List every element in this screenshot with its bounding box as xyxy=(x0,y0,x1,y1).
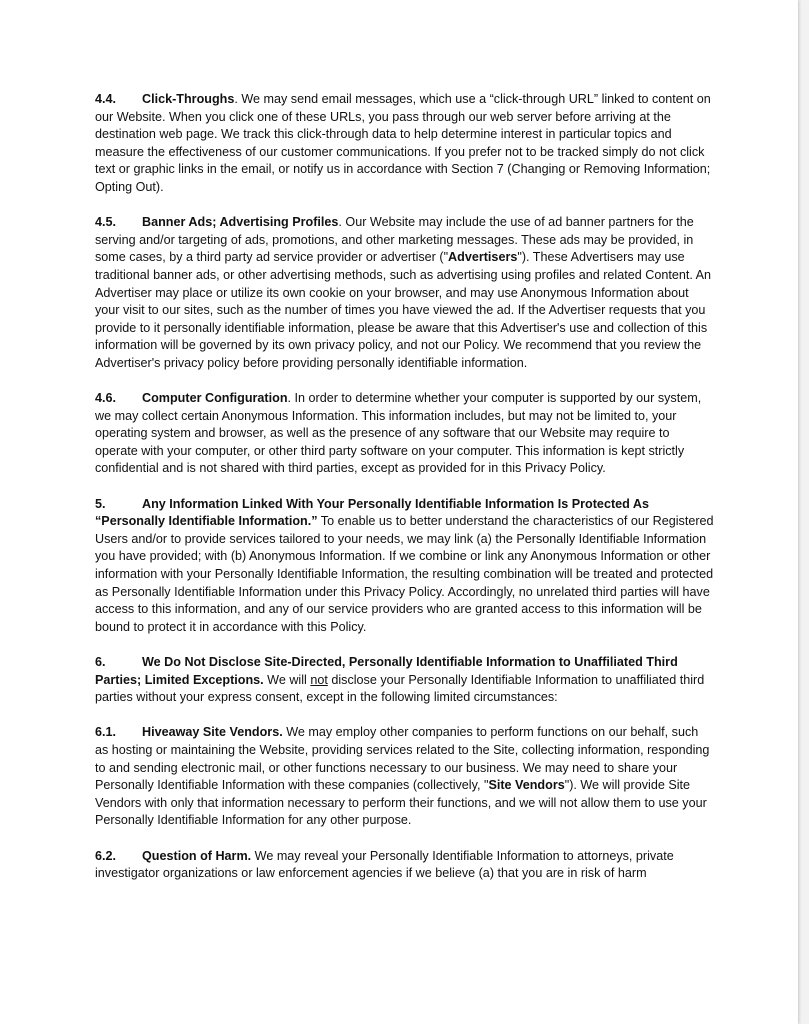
section-number: 6.1. xyxy=(95,725,117,740)
section-number: 6.2. xyxy=(95,848,117,863)
section-6 xyxy=(95,654,715,707)
section-4-4 xyxy=(95,91,715,197)
section-number: 6. xyxy=(95,655,106,669)
section-number: 4.4. xyxy=(95,92,117,106)
section-text: To enable us to better understand the characteristics of our Registered Users and/or to provide services tailored to your needs, we may link (a) the Personally Identifiable Information you have provided; with (b) Anonymous Information. If we combine or link any Anonymous Information or other information with your Personally Identifiable Information, the resulting combination will be treated and protected as Personally Identifiable Information under this Privacy Policy. Accordingly, no unrelated third parties will have access to this information, and any of our service providers who are granted access to this information will be bound to protect it in accordance with this Policy. xyxy=(95,514,714,634)
section-text: . We may send email messages, which use a “click-through URL” linked to content on our Website. When you click one of these URLs, you pass through our web server before arriving at the destination web page. We track this click-through data to help determine interest in particular topics and measure the effectiveness of our customer communications. If you prefer not to be tracked simply do not click text or graphic links in the email, or notify us in accordance with Section 7 (Changing or Removing Information; Opting Out). xyxy=(95,92,711,194)
section-text: We will xyxy=(263,672,311,687)
underlined-not: not xyxy=(310,672,328,687)
section-text-continued: "). We will provide Site Vendors with only that information necessary to perform their functions, and we will not allow them to use your Personally Identifiable Information for any other purpose. xyxy=(95,778,707,828)
section-heading: Computer Configuration xyxy=(142,391,288,406)
document-body xyxy=(95,91,715,900)
section-text: We may employ other companies to perform functions on our behalf, such as hosting or maintaining the Website, providing services related to the Site, collecting information, responding to and sending electronic mail, or other functions necessary to our business. We may need to share your Personally Identifiable Information with these companies (collectively, " xyxy=(95,725,710,793)
section-heading: Banner Ads; Advertising Profiles xyxy=(142,215,339,230)
section-number: 5. xyxy=(95,496,106,511)
section-6-2 xyxy=(95,848,715,883)
section-4-6 xyxy=(95,390,715,478)
section-heading: We Do Not Disclose Site-Directed, Personally Identifiable Information to Unaffiliated Third Parties; Limited Exceptions. xyxy=(95,655,678,687)
section-text-continued: "). These Advertisers may use traditional banner ads, or other advertising methods, such as advertising using profiles and related Content. An Advertiser may place or utilize its own cookie on your browser, and may use Anonymous Information about your visit to our sites, such as the number of times you have viewed the ad. If the Advertiser requests that you provide to it personally identifiable information, please be aware that this Advertiser's use and collection of this information will be governed by its own privacy policy, and not our Policy. We recommend that you review the Advertiser's privacy policy before providing personally identifiable information. xyxy=(95,250,712,370)
section-heading: Question of Harm. xyxy=(142,848,252,863)
section-heading: Hiveaway Site Vendors. xyxy=(142,725,283,740)
section-5 xyxy=(95,496,715,637)
section-heading: Any Information Linked With Your Personally Identifiable Information Is Protected As “Personally Identifiable Information.” xyxy=(95,496,649,529)
section-text: We may reveal your Personally Identifiable Information to attorneys, private investigator organizations or law enforcement agencies if we believe (a) that you are in risk of harm xyxy=(95,848,674,881)
defined-term-advertisers: Advertisers xyxy=(448,250,518,265)
section-4-5 xyxy=(95,214,715,372)
section-text: . In order to determine whether your computer is supported by our system, we may collect certain Anonymous Information. This information includes, but may not be limited to, your operating system and browser, as well as the presence of any software that our Website may require to operate with your computer, or other third party software on your computer. This information is kept strictly confidential and is not shared with third parties, except as provided for in this Privacy Policy. xyxy=(95,391,702,476)
section-number: 4.5. xyxy=(95,215,117,230)
section-text-continued: disclose your Personally Identifiable Information to unaffiliated third parties without your express consent, except in the following limited circumstances: xyxy=(95,672,705,705)
section-heading: Click-Throughs xyxy=(142,92,235,106)
section-text: . Our Website may include the use of ad banner partners for the serving and/or targeting of ads, promotions, and other marketing messages. These ads may be provided, in some cases, by a third party ad service provider or advertiser (" xyxy=(95,215,694,265)
defined-term-site-vendors: Site Vendors xyxy=(488,778,565,793)
section-number: 4.6. xyxy=(95,391,117,406)
section-6-1 xyxy=(95,724,715,830)
